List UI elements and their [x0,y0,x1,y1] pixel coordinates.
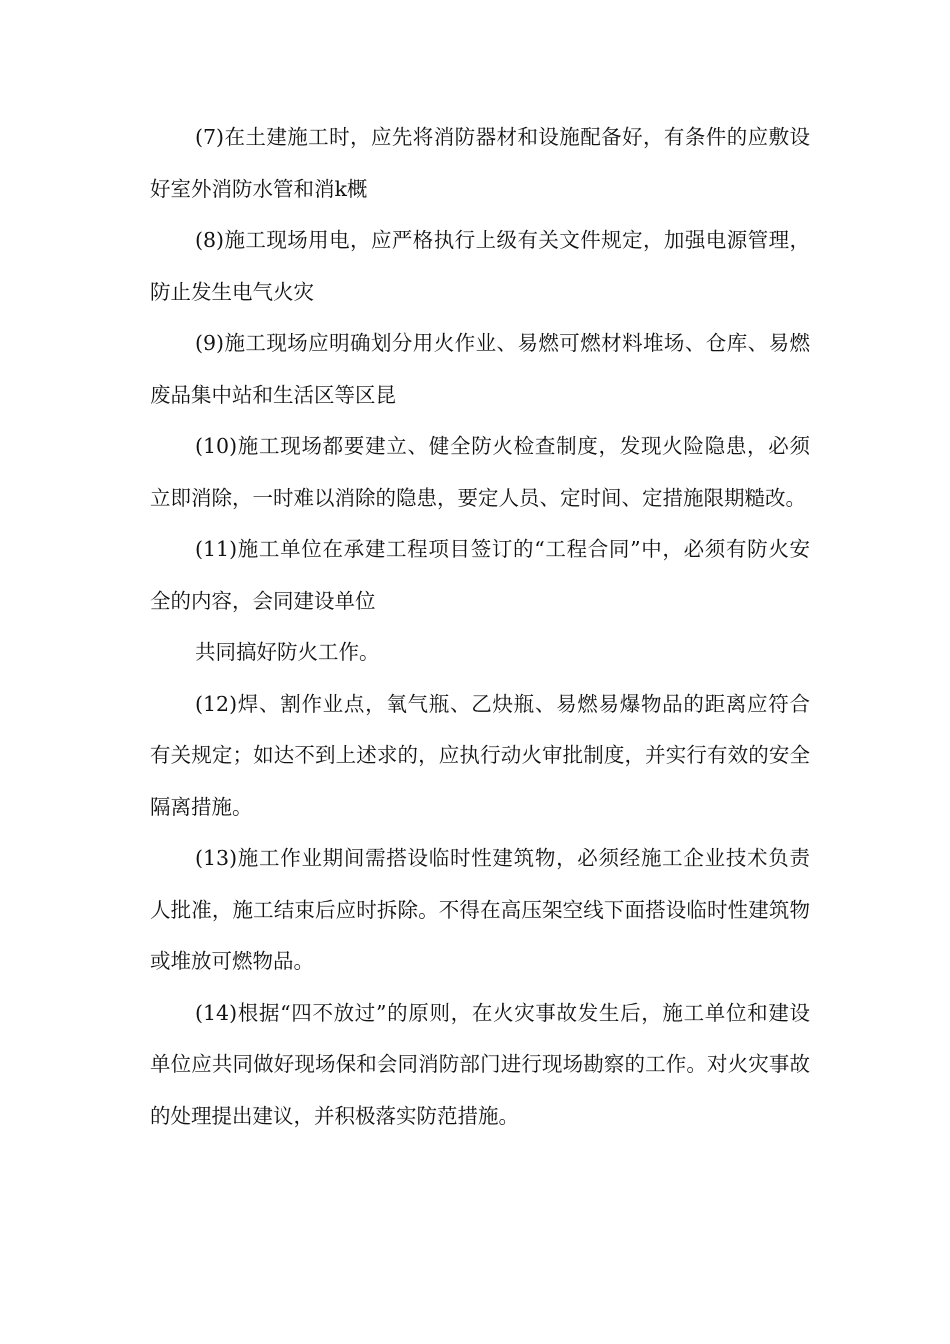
paragraph-8: (8)施工现场用电，应严格执行上级有关文件规定，加强电源管理，防止发生电气火灾 [150,228,810,304]
paragraph-11: (11)施工单位在承建工程项目签订的“工程合同”中，必须有防火安全的内容，会同建设单位 [150,537,810,613]
paragraph-9: (9)施工现场应明确划分用火作业、易燃可燃材料堆场、仓库、易燃废品集中站和生活区等区昆 [150,331,810,407]
paragraph-12: (12)焊、割作业点，氧气瓶、乙炔瓶、易燃易爆物品的距离应符合有关规定；如达不到上述求的，应执行动火审批制度，并实行有效的安全隔离措施。 [150,691,810,819]
paragraph-10: (10)施工现场都要建立、健全防火检查制度，发现火险隐患，必须立即消除，一时难以消除的隐患，要定人员、定时间、定措施限期糙改。 [150,434,810,510]
paragraph-7: (7)在土建施工时，应先将消防器材和设施配备好，有条件的应敷设好室外消防水管和消k概 [150,125,810,201]
document-body [150,112,810,1142]
paragraph-11-continued: 共同搞好防火工作。 [195,640,380,664]
paragraph-13: (13)施工作业期间需搭设临时性建筑物，必须经施工企业技术负责人批准，施工结束后应时拆除。不得在高压架空线下面搭设临时性建筑物或堆放可燃物品。 [150,846,810,973]
paragraph-14: (14)根据“四不放过”的原则，在火灾事故发生后，施工单位和建设单位应共同做好现场保和会同消防部门进行现场勘察的工作。对火灾事故的处理提出建议，并积极落实防范措施。 [150,1000,810,1128]
